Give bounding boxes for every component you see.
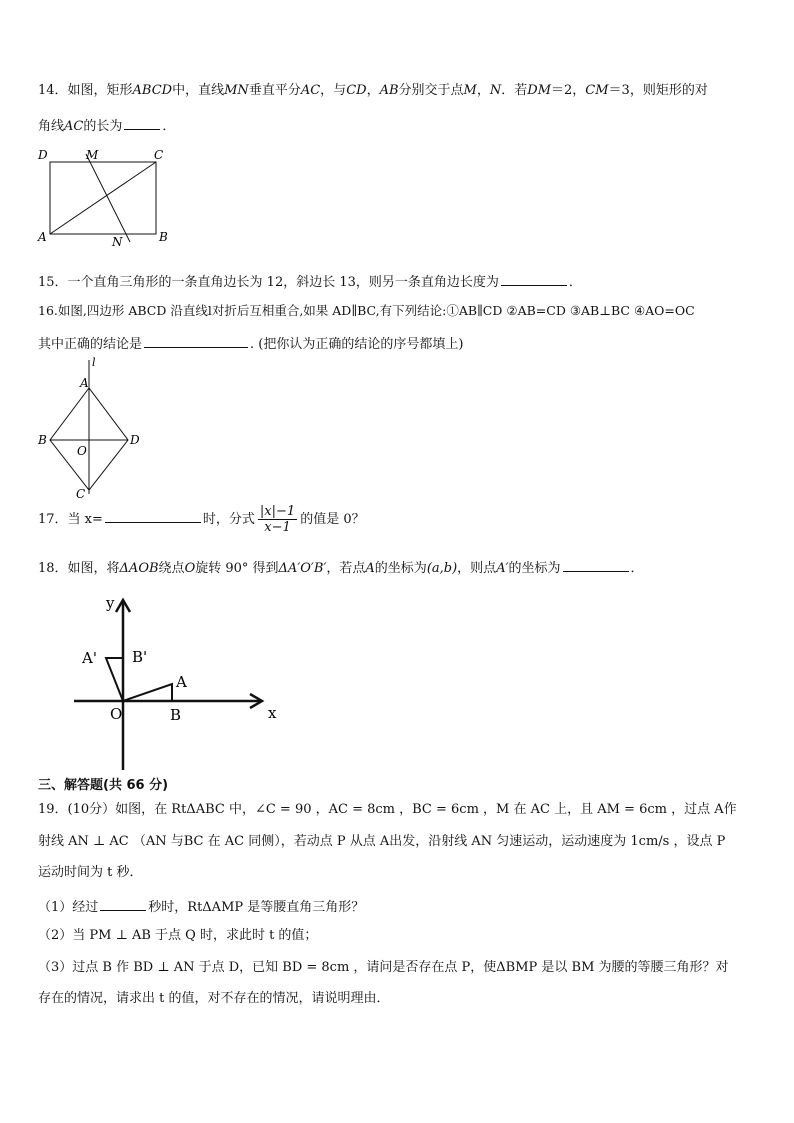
q18-o: O bbox=[184, 561, 196, 576]
label-a-prime: A' bbox=[82, 649, 97, 667]
q19-text: （3）过点 B 作 BD ⊥ AN 于点 D，已知 BD = 8cm ，请问是否存在点 P，使ΔBMP 是以 BM 为腰的等腰三角形？对 bbox=[38, 960, 729, 975]
answer-blank-16[interactable] bbox=[144, 333, 248, 348]
label-y: y bbox=[106, 594, 115, 612]
q14-text: ．若 bbox=[501, 83, 528, 98]
q19-text: 射线 AN ⊥ AC （AN 与BC 在 AC 同侧），若动点 P 从点 A出发，沿射线 AN 匀速运动，运动速度为 1cm/s ，设点 P bbox=[38, 834, 726, 849]
q16-figure bbox=[34, 354, 154, 504]
label-a: A bbox=[80, 376, 89, 390]
answer-blank-18[interactable] bbox=[563, 557, 629, 572]
q18-text: 18．如图，将 bbox=[38, 561, 120, 576]
q14-line-name: MN bbox=[224, 83, 249, 98]
label-d: D bbox=[130, 433, 140, 447]
q14-dm: DM bbox=[527, 83, 551, 98]
label-m: M bbox=[86, 148, 99, 162]
diagonal-ac bbox=[50, 162, 156, 234]
label-a: A bbox=[38, 230, 47, 244]
q18-tri2: ΔA′O′B′ bbox=[278, 561, 327, 576]
q19-line1 bbox=[38, 801, 737, 819]
label-c: C bbox=[76, 487, 86, 501]
line-mn bbox=[86, 154, 130, 242]
q14-n: N bbox=[489, 83, 502, 98]
answer-blank-19-1[interactable] bbox=[100, 896, 146, 911]
triangle-aob bbox=[123, 684, 172, 701]
q16-text: 其中正确的结论是 bbox=[38, 337, 143, 352]
q14-cd: CD bbox=[346, 83, 367, 98]
q16-line2 bbox=[38, 333, 463, 354]
q18-text: ，若点 bbox=[326, 561, 366, 576]
label-d: D bbox=[38, 148, 48, 162]
q14-text: ， bbox=[366, 83, 380, 98]
q14-text: 中，直线 bbox=[172, 83, 225, 98]
q18-text: ，则点 bbox=[457, 561, 497, 576]
q19-text: 19．(10分）如图，在 RtΔABC 中，∠C = 90 ，AC = 8cm ，BC = 6cm ，M 在 AC 上，且 AM = 6cm ，过点 A作 bbox=[38, 802, 737, 817]
q14-ac: AC bbox=[64, 119, 84, 134]
label-b: B bbox=[38, 433, 47, 447]
q19-line2 bbox=[38, 833, 725, 851]
fraction-numerator: |x|−1 bbox=[259, 504, 296, 519]
label-b-prime: B' bbox=[132, 648, 148, 666]
q14-text: 14．如图，矩形 bbox=[38, 83, 133, 98]
answer-blank-14[interactable] bbox=[124, 115, 160, 130]
q14-ab: AB bbox=[379, 83, 399, 98]
label-l: l bbox=[92, 356, 96, 369]
label-b: B bbox=[159, 230, 168, 244]
q15-line bbox=[38, 271, 582, 292]
q19-text: 运动时间为 t 秒． bbox=[38, 865, 143, 880]
q14-ac: AC bbox=[300, 83, 321, 98]
q18-coord: (a,b) bbox=[426, 561, 458, 576]
q19-part1 bbox=[38, 896, 364, 917]
q19-text: （2）当 PM ⊥ AB 于点 Q 时，求此时 t 的值； bbox=[38, 928, 318, 943]
q16-text: . (把你认为正确的结论的序号都填上) bbox=[250, 337, 464, 352]
q17-text: 的值是 0？ bbox=[300, 512, 365, 527]
q17-text: 时，分式 bbox=[202, 512, 255, 527]
q18-text: 旋转 90° 得到 bbox=[195, 561, 279, 576]
q14-text: 垂直平分 bbox=[248, 83, 301, 98]
q19-text: （1）经过 bbox=[38, 900, 99, 915]
q19-text: 秒时，RtΔAMP 是等腰直角三角形？ bbox=[148, 900, 365, 915]
label-a: A bbox=[176, 673, 187, 691]
q16-line1 bbox=[38, 302, 695, 320]
q14-text: 角线 bbox=[38, 119, 65, 134]
q14-text: ． bbox=[162, 119, 176, 134]
q18-tri1: ΔAOB bbox=[119, 561, 159, 576]
fraction bbox=[258, 504, 297, 535]
q14-cm: CM bbox=[585, 83, 609, 98]
section-heading: 三、解答题(共 66 分) bbox=[38, 778, 169, 793]
q14-rect-name: ABCD bbox=[132, 83, 173, 98]
q14-figure bbox=[34, 144, 174, 250]
q18-line bbox=[38, 557, 644, 578]
q14-text: 分别交于点 bbox=[398, 83, 464, 98]
q18-text: ． bbox=[630, 561, 644, 576]
q18-text: 的坐标为 bbox=[508, 561, 561, 576]
triangle-a1o1b1 bbox=[106, 658, 123, 701]
label-o: O bbox=[110, 705, 123, 723]
q19-line3 bbox=[38, 864, 143, 882]
q19-part3-line1 bbox=[38, 959, 729, 977]
q18-pa2: A′ bbox=[496, 561, 509, 576]
answer-blank-17[interactable] bbox=[105, 508, 201, 523]
q14-text: ＝3，则矩形的对 bbox=[608, 83, 708, 98]
q14-line1 bbox=[38, 82, 708, 100]
fraction-denominator: x−1 bbox=[264, 520, 291, 535]
q17-text: 17．当 x= bbox=[38, 512, 103, 527]
q16-text: 16.如图,四边形 ABCD 沿直线l对折后互相重合,如果 AD∥BC,有下列结论:①AB∥CD ②AB=CD ③AB⊥BC ④AO=OC bbox=[38, 303, 695, 318]
q17-line bbox=[38, 504, 365, 536]
q14-m: M bbox=[463, 83, 477, 98]
label-c: C bbox=[154, 148, 164, 162]
q18-text: 绕点 bbox=[158, 561, 185, 576]
q14-text: ，与 bbox=[320, 83, 347, 98]
q19-part3-line2 bbox=[38, 990, 390, 1008]
q15-text: 15．一个直角三角形的一条直角边长为 12，斜边长 13，则另一条直角边长度为 bbox=[38, 275, 499, 290]
q19-part2 bbox=[38, 927, 317, 945]
q14-line2 bbox=[38, 115, 175, 136]
q14-text: ， bbox=[476, 83, 490, 98]
label-b: B bbox=[170, 706, 182, 724]
q18-text: 的坐标为 bbox=[374, 561, 427, 576]
label-o: O bbox=[77, 444, 87, 458]
q14-text: 的长为 bbox=[83, 119, 123, 134]
q18-pa: A bbox=[365, 561, 375, 576]
q18-figure bbox=[66, 590, 296, 775]
q14-text: ＝2， bbox=[551, 83, 586, 98]
label-x: x bbox=[268, 704, 277, 722]
q19-text: 存在的情况，请求出 t 的值，对不存在的情况，请说明理由． bbox=[38, 991, 390, 1006]
label-n: N bbox=[112, 235, 123, 249]
answer-blank-15[interactable] bbox=[501, 271, 567, 286]
q15-text: ． bbox=[568, 275, 582, 290]
